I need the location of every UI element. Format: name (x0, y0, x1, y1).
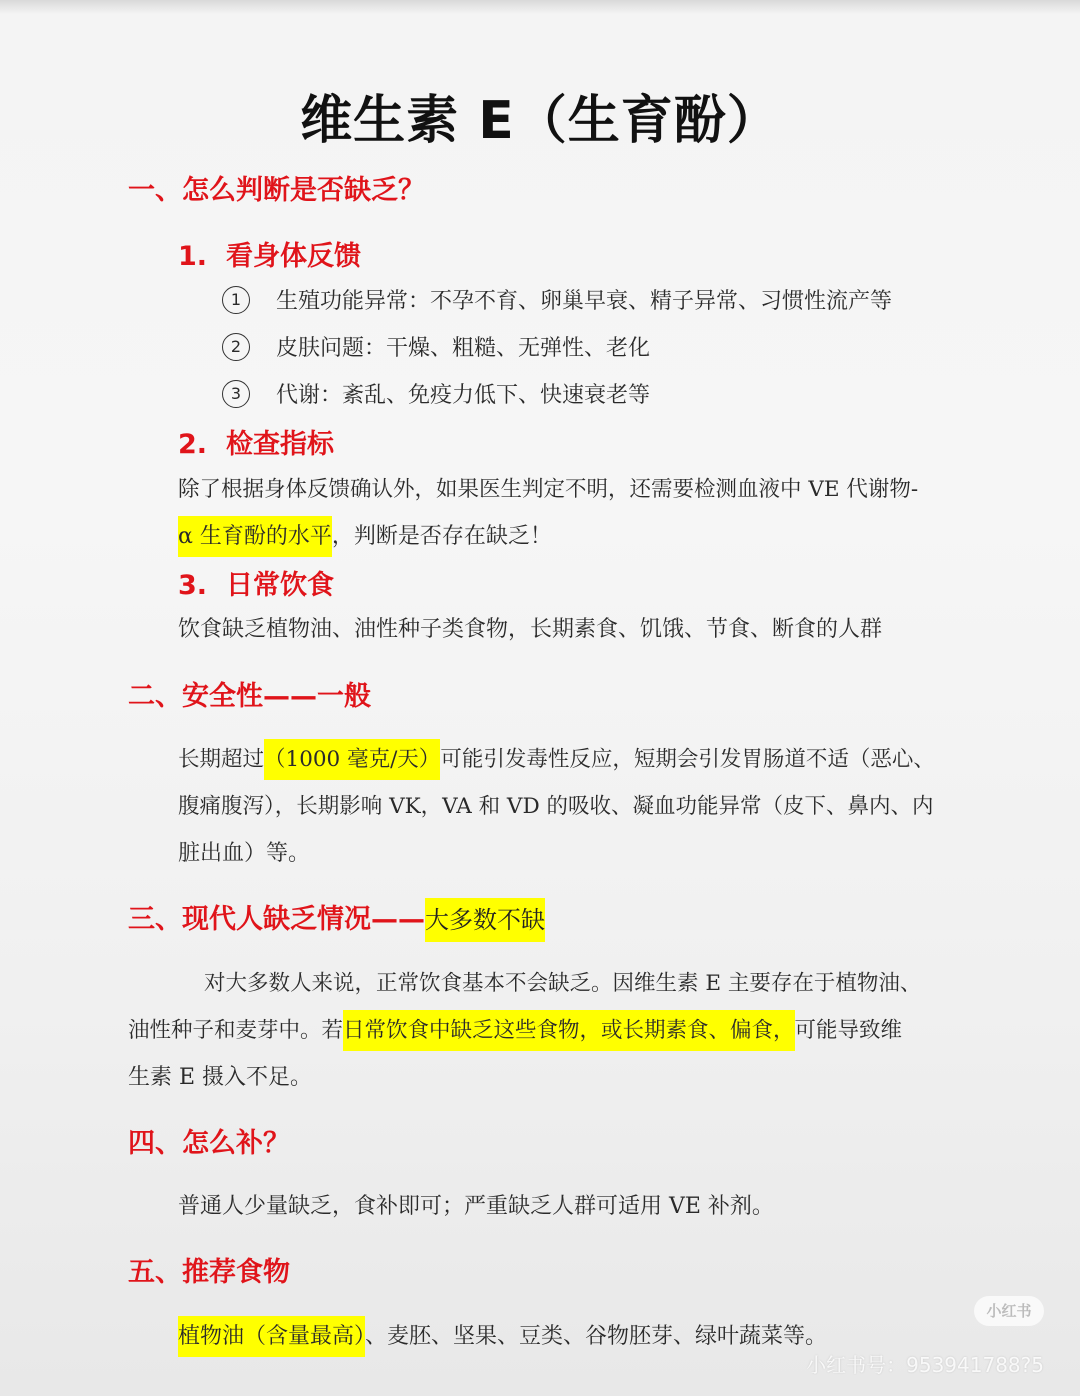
circled-number-icon: 1 (222, 286, 250, 314)
subheading-number: 3. (178, 570, 208, 601)
paragraph-line: 脏出血）等。 (178, 841, 311, 866)
paragraph-line: 饮食缺乏植物油、油性种子类食物，长期素食、饥饿、节食、断食的人群 (178, 617, 883, 642)
page-title: 维生素 E（生育酚） (300, 91, 780, 151)
section-heading-text: 三、现代人缺乏情况—— (128, 904, 425, 935)
subheading-1 (178, 234, 361, 273)
highlighted-text: （1000 毫克/天） (264, 739, 440, 780)
highlighted-text: 植物油（含量最高） (178, 1316, 365, 1357)
paragraph-line: 对大多数人来说，正常饮食基本不会缺乏。因维生素 E 主要存在于植物油、 (204, 971, 922, 996)
paragraph-line (128, 1013, 902, 1044)
paragraph-line: 除了根据身体反馈确认外，如果医生判定不明，还需要检测血液中 VE 代谢物- (178, 477, 919, 502)
highlighted-text: 大多数不缺 (425, 898, 545, 942)
paragraph-line (178, 519, 552, 550)
subheading-number: 1. (178, 241, 208, 272)
watermark-text: 小红书号：953941788?5 (806, 1353, 1044, 1377)
section-heading-1: 一、怎么判断是否缺乏？ (128, 175, 425, 206)
paragraph-text: 可能引发毒性反应，短期会引发胃肠道不适（恶心、 (440, 747, 935, 772)
list-item (222, 378, 650, 410)
list-item-text: 生殖功能异常：不孕不育、卵巢早衰、精子异常、习惯性流产等 (276, 289, 893, 314)
subheading-label: 看身体反馈 (226, 241, 361, 272)
list-item-text: 代谢：紊乱、免疫力低下、快速衰老等 (276, 383, 651, 408)
paragraph-text: 可能导致维 (794, 1018, 903, 1043)
paragraph-text: 长期超过 (178, 747, 265, 772)
section-heading-4: 四、怎么补？ (128, 1128, 290, 1159)
paragraph-line (178, 742, 935, 773)
list-item (222, 284, 892, 316)
paragraph-text: 油性种子和麦芽中。若 (128, 1018, 344, 1043)
highlighted-text: α 生育酚的水平 (178, 516, 332, 557)
circled-number-icon: 2 (222, 333, 250, 361)
paragraph-line: 腹痛腹泻），长期影响 VK，VA 和 VD 的吸收、凝血功能异常（皮下、鼻内、内 (178, 794, 934, 819)
list-item (222, 331, 650, 363)
paragraph-line: 生素 E 摄入不足。 (128, 1065, 313, 1090)
list-item-text: 皮肤问题：干燥、粗糙、无弹性、老化 (276, 336, 651, 361)
subheading-label: 检查指标 (226, 429, 334, 460)
subheading-label: 日常饮食 (226, 570, 334, 601)
circled-number-icon: 3 (222, 380, 250, 408)
subheading-3 (178, 563, 334, 602)
section-heading-3 (128, 897, 545, 936)
paragraph-line: 普通人少量缺乏，食补即可；严重缺乏人群可适用 VE 补剂。 (178, 1194, 774, 1219)
highlighted-text: 日常饮食中缺乏这些食物，或长期素食、偏食， (343, 1010, 795, 1051)
subheading-2 (178, 422, 334, 461)
subheading-number: 2. (178, 429, 208, 460)
paragraph-text: ，判断是否存在缺乏！ (331, 524, 552, 549)
xiaohongshu-logo: 小红书 (974, 1296, 1044, 1326)
paragraph-line (178, 1319, 827, 1350)
section-heading-2: 二、安全性——一般 (128, 681, 371, 712)
paragraph-text: 、麦胚、坚果、豆类、谷物胚芽、绿叶蔬菜等。 (365, 1324, 828, 1349)
section-heading-5: 五、推荐食物 (128, 1257, 290, 1288)
